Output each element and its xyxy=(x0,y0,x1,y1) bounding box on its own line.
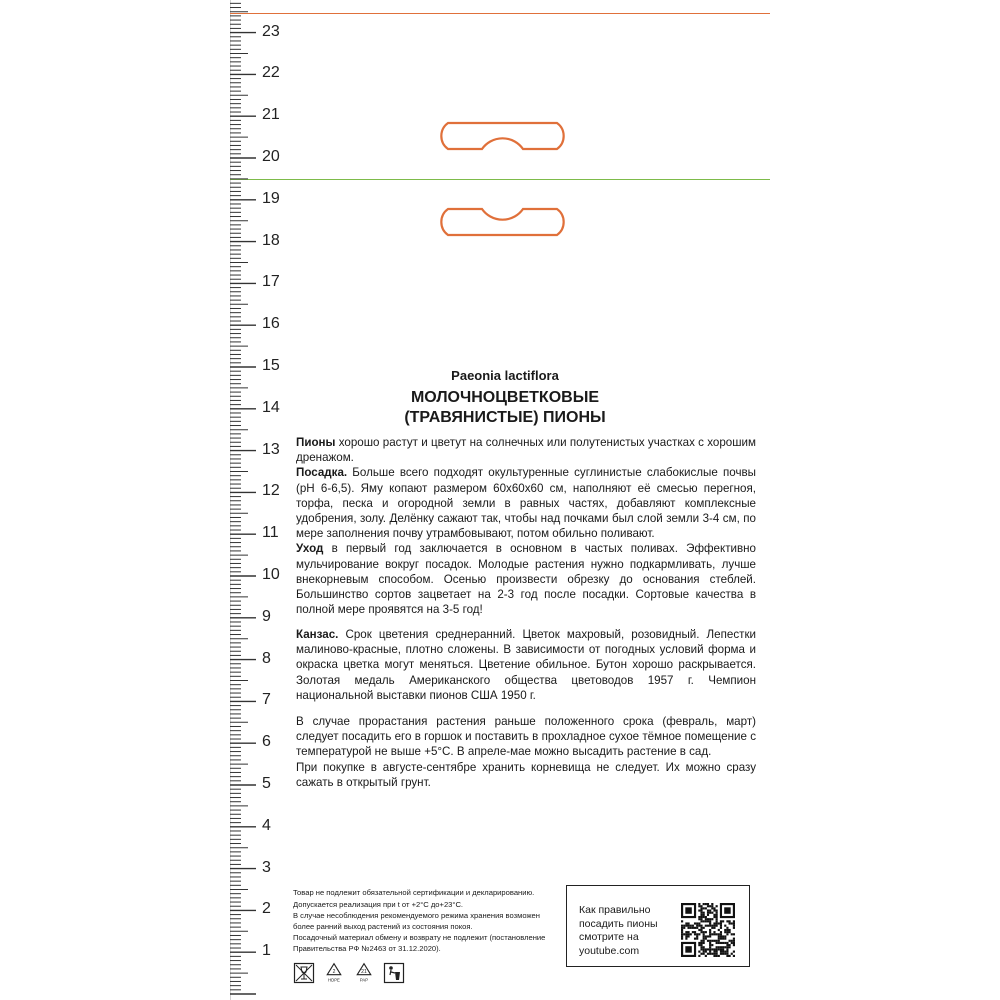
ruler-label: 20 xyxy=(262,148,280,165)
care-paragraph xyxy=(296,541,756,617)
ruler-label: 5 xyxy=(262,775,271,792)
ruler-label: 19 xyxy=(262,189,280,207)
planting-paragraph xyxy=(296,465,756,541)
planting-text: Больше всего подходят окультуренные суглинистые слабокислые почвы (pH 6-6,5). Яму копают размером 60х60х60 см, наполняют её смесью перегноя, торфа, песка и огородной земли в равных частях, добавляют комплексные удобрения, золу. Делёнку сажают так, чтобы над почками был слой земли 3-4 см, по мере заполнения почву утрамбовывают, потом обильно поливают. xyxy=(296,466,756,541)
ruler-label: 11 xyxy=(262,524,279,542)
ruler-label: 9 xyxy=(262,607,271,625)
ruler-label: 12 xyxy=(262,482,280,500)
qr-code-icon[interactable] xyxy=(681,903,735,957)
ruler-label: 1 xyxy=(262,942,271,960)
variety-description xyxy=(296,627,756,703)
title-line-2: (ТРАВЯНИСТЫЕ) ПИОНЫ xyxy=(404,409,606,426)
planting-lead: Посадка. xyxy=(296,466,348,480)
measuring-ruler xyxy=(230,0,290,1000)
intro-paragraph xyxy=(296,435,756,465)
page-title xyxy=(300,388,710,428)
care-text: в первый год заключается в основном в частых поливах. Эффективно мульчирование вокруг посадок. Молодые растения нужно подкармливать, лучше внекорневым способом. Осенью произвести обрезку до основания стеблей. Большинство сортов зацветает на 2-3 год после посадки. Сортовые качества в полной мере проявятся на 3-5 год! xyxy=(296,542,756,617)
ruler-label: 4 xyxy=(262,816,271,834)
ruler-label: 10 xyxy=(262,566,280,583)
ruler-label: 7 xyxy=(262,691,271,709)
svg-text:21: 21 xyxy=(361,969,367,975)
fine-line-3: В случае несоблюдения рекомендуемого режима хранения возможен более ранний выход растений из состояния покоя. xyxy=(293,911,540,931)
ruler-label: 8 xyxy=(262,649,271,667)
fold-line xyxy=(230,179,770,180)
fine-line-4: Посадочный материал обмену и возврату не подлежит (постановление Правительства РФ №2463 от 31.12.2020). xyxy=(293,933,546,953)
ruler-label: 21 xyxy=(262,106,280,124)
svg-text:PAP: PAP xyxy=(359,977,369,983)
title-line-1: МОЛОЧНОЦВЕТКОВЫЕ xyxy=(410,389,600,406)
legal-fine-print xyxy=(293,888,563,955)
main-description xyxy=(296,435,756,617)
ruler-label: 23 xyxy=(262,22,280,40)
species-name: Paeonia lactiflora xyxy=(451,368,559,383)
ruler-label: 2 xyxy=(262,900,271,918)
ruler-label: 14 xyxy=(262,398,280,416)
fine-line-2: Допускается реализация при t от +2°С до+23°С. xyxy=(293,899,464,909)
hang-slot-top xyxy=(430,115,575,155)
recycling-symbols xyxy=(293,962,405,986)
video-guide-text: Как правильно посадить пионы смотрите на youtube.com xyxy=(579,904,658,957)
ruler-label: 18 xyxy=(262,231,280,249)
ruler-label: 13 xyxy=(262,440,280,458)
variety-lead: Канзас. xyxy=(296,628,339,641)
ruler-label: 3 xyxy=(262,858,271,876)
intro-text: хорошо растут и цветут на солнечных или полутенистых участках с хорошим дренажом. xyxy=(296,436,756,465)
variety-paragraph xyxy=(296,627,756,703)
ruler-label: 15 xyxy=(262,357,280,374)
video-guide-box xyxy=(566,885,750,967)
ruler-label: 16 xyxy=(262,315,280,333)
hang-slot-bottom xyxy=(430,203,575,243)
storage-description xyxy=(296,714,756,790)
no-glass-recycling-icon xyxy=(293,962,315,984)
care-lead: Уход xyxy=(296,542,324,556)
fine-line-1: Товар не подлежит обязательной сертификации и декларированию. xyxy=(293,888,535,897)
dispose-bin-icon xyxy=(383,962,405,984)
svg-text:2: 2 xyxy=(332,969,336,975)
storage-paragraph-1: В случае прорастания растения раньше положенного срока (февраль, март) следует посадить его в горшок и поставить в прохладное сухое тёмное помещение с температурой не выше +5°С. В апреле-мае можно высадить растение в сад. xyxy=(296,715,756,759)
ruler-label: 6 xyxy=(262,733,271,751)
recycle-hdpe-icon xyxy=(323,962,345,984)
svg-text:HDPE: HDPE xyxy=(328,977,340,983)
intro-lead: Пионы xyxy=(296,436,336,449)
recycle-pap-icon xyxy=(353,962,375,984)
ruler-label: 22 xyxy=(262,64,280,82)
top-cut-line xyxy=(230,13,770,14)
storage-paragraph-2: При покупке в августе-сентябре хранить корневища не следует. Их можно сразу сажать в открытый грунт. xyxy=(296,760,756,789)
variety-text: Срок цветения среднеранний. Цветок махровый, розовидный. Лепестки малиново-красные, плотно сложены. В зависимости от погодных условий форма и окраска цветка могут меняться. Цветение обильное. Бутон хорошо раскрывается. Золотая медаль Американского общества цветоводов 1957 г. Чемпион национальной выставки пионов США 1950 г. xyxy=(296,628,756,702)
ruler-label: 17 xyxy=(262,273,280,291)
